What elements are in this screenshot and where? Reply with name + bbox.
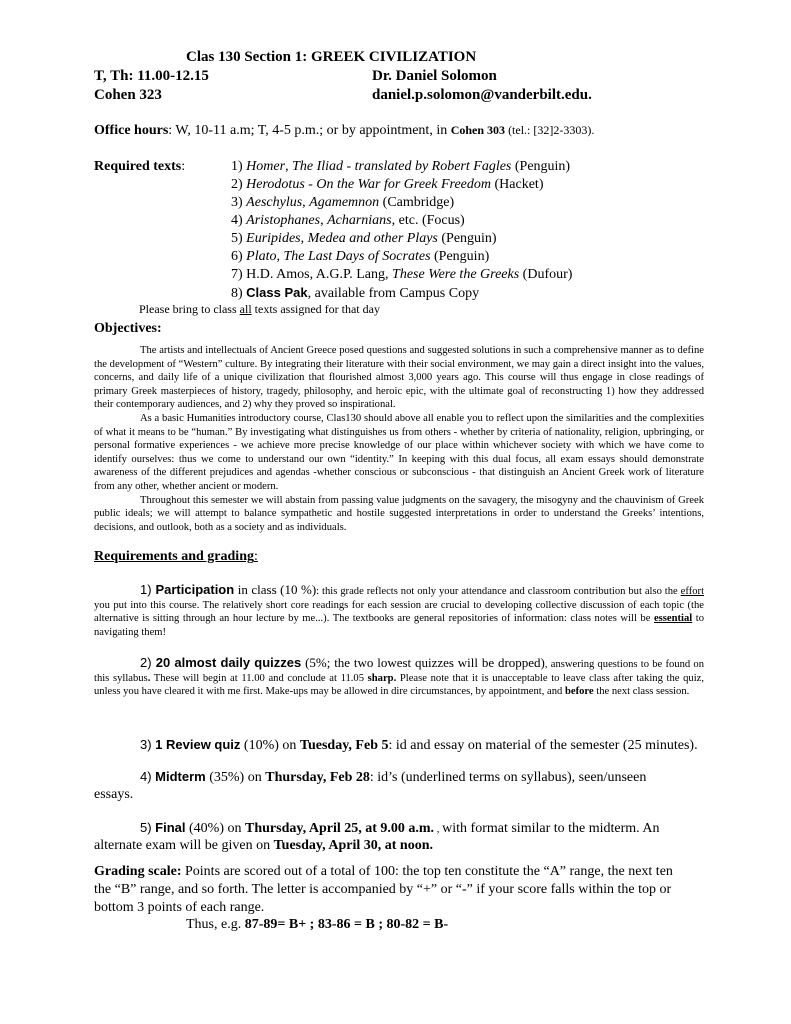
requirement-midterm: 4) Midterm (35%) on Thursday, Feb 28: id’s (underlined terms on syllabus), seen/unseen <box>140 769 647 785</box>
midterm-line-2: essays. <box>94 787 134 802</box>
requirement-participation: 1) Participation in class (10 %): this grade reflects not only your attendance and classroom contribution but also the effort you put into this course. The relatively short core readings for each session are crucial to developing collective discussion of each topic (the alternative is sitting through an hour lecture by me...). The textbooks are general repositories of information: class notes will be essential to navigating them! <box>94 582 705 638</box>
office-hours: Office hours: W, 10-11 a.m; T, 4-5 p.m.; or by appointment, in Cohen 303 (tel.: [32]2-3303). <box>94 123 595 138</box>
objectives-paragraph-3: Throughout this semester we will abstain from passing value judgments on the savagery, the misogyny and the chauvinism of Greek public ideals; we will attempt to balance sympathetic and hostile suggested interpretations in order to understand the Greeks’ intentions, decisions, and outlook, both as a society and as individuals. <box>94 494 704 533</box>
objectives-body <box>94 344 704 534</box>
class-schedule: T, Th: 11.00-12.15 <box>94 68 209 84</box>
grading-scale-line-1: Grading scale: Points are scored out of a total of 100: the top ten constitute the “A” range, the next ten <box>94 864 673 879</box>
participation-title: Participation <box>155 582 235 597</box>
instructor-name: Dr. Daniel Solomon <box>372 68 497 84</box>
classroom: Cohen 323 <box>94 87 162 103</box>
office-hours-text: W, 10-11 a.m; T, 4-5 p.m.; or by appointment, in <box>172 123 451 138</box>
requirement-review-quiz: 3) 1 Review quiz (10%) on Tuesday, Feb 5: id and essay on material of the semester (25 minutes). <box>140 737 698 753</box>
grading-example: Thus, e.g. 87-89= B+ ; 83-86 = B ; 80-82 = B- <box>186 917 449 932</box>
requirement-quizzes: 2) 20 almost daily quizzes (5%; the two lowest quizzes will be dropped), answering questions to be found on this syllabus. These will begin at 11.00 and conclude at 11.05 sharp. Please note that it is unacceptable to leave class after taking the quiz, unless you have cleared it with me first. Make-ups may be allowed in dire circumstances, by appointment, and before the next class session. <box>94 655 704 698</box>
required-text-5: 5) Euripides, Medea and other Plays (Penguin) <box>231 231 497 246</box>
office-hours-label: Office hours <box>94 123 169 138</box>
objectives-heading: Objectives: <box>94 321 162 336</box>
required-text-4: 4) Aristophanes, Acharnians, etc. (Focus) <box>231 213 465 228</box>
required-texts-heading: Required texts: <box>94 159 186 174</box>
final-line-2: alternate exam will be given on Tuesday, April 30, at noon. <box>94 838 433 853</box>
required-text-3: 3) Aeschylus, Agamemnon (Cambridge) <box>231 195 455 210</box>
required-text-2: 2) Herodotus - On the War for Greek Freedom (Hacket) <box>231 177 544 192</box>
bring-texts-note: Please bring to class all texts assigned for that day <box>139 302 380 316</box>
requirements-heading: Requirements and grading: <box>94 549 258 564</box>
office-phone: (tel.: [32]2-3303). <box>505 123 595 137</box>
course-title: Clas 130 Section 1: GREEK CIVILIZATION <box>186 49 477 65</box>
objectives-paragraph-2: As a basic Humanities introductory course, Clas130 should above all enable you to reflect upon the similarities and the complexities of what it means to be “human.” By investigating what distinguishes us from others - whether by criteria of nationality, religion, upbringing, or personal formative experiences - we achieve more precise knowledge of our place within whichever society with which we have come to identify ourselves: thus we come to understand our own “identity.” In keeping with this dual focus, all exam essays should demonstrate awareness of the different prejudices and agendas -whether conscious or subconscious - that distinguish an Ancient Greek work of literature from any other, whether ancient or modern. <box>94 412 704 492</box>
office-room: Cohen 303 <box>450 123 506 137</box>
quizzes-title: 20 almost daily quizzes <box>155 655 302 670</box>
required-text-6: 6) Plato, The Last Days of Socrates (Penguin) <box>231 249 490 264</box>
grading-scale-line-2: the “B” range, and so forth. The letter is accompanied by “+” or “-” if your score falls within the top or <box>94 882 672 897</box>
class-pak: Class Pak <box>246 285 308 300</box>
required-text-8: 8) Class Pak, available from Campus Copy <box>231 285 480 301</box>
instructor-email[interactable]: daniel.p.solomon@vanderbilt.edu. <box>372 87 592 103</box>
grading-scale-line-3: bottom 3 points of each range. <box>94 900 265 915</box>
requirement-final: 5) Final (40%) on Thursday, April 25, at 9.00 a.m. , with format similar to the midterm. An <box>140 820 660 836</box>
required-text-1: 1) Homer, The Iliad - translated by Robert Fagles (Penguin) <box>231 159 571 174</box>
objectives-paragraph-1: The artists and intellectuals of Ancient Greece posed questions and suggested solutions in such a comprehensive manner as to define the development of “Western” culture. By integrating their literature with their social environment, we may gain a direct insight into the values, concerns, and daily life of a unique civilization that flourished almost 3,000 years ago. This course will thus engage in close readings of primary Greek masterpieces of history, tragedy, philosophy, and heroic epic, with the ultimate goal of reconstructing 1) how they addressed their contemporary audiences, and 2) why they proved so inspirational. <box>94 345 704 411</box>
required-text-7: 7) H.D. Amos, A.G.P. Lang, These Were the Greeks (Dufour) <box>231 267 573 282</box>
